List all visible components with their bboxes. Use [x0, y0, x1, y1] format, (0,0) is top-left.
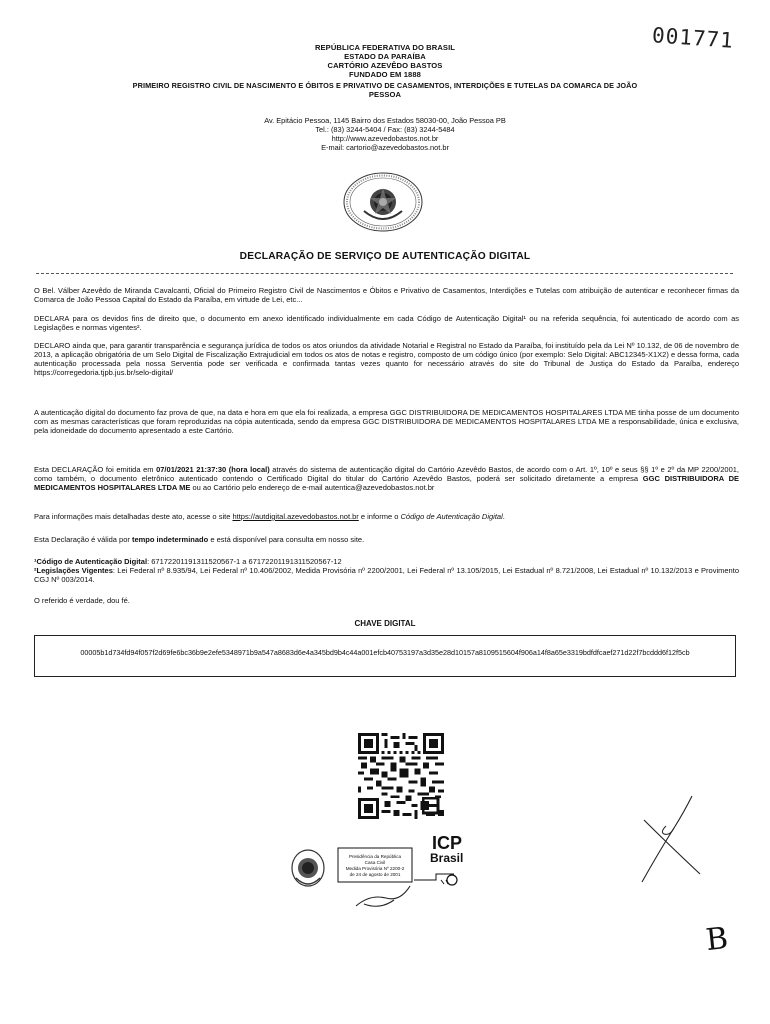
digital-key-value: 00005b1d734fd94f057f2d69fe6bc36b9e2efe5348971b9a547a8683d6e4a345bd9b4c44a001efcb40753197a3d35e28d10157a8109515604f906a14f8a65e3319bdfdfcaef271d22f7bcddd6f12f5cb — [80, 648, 690, 657]
coat-of-arms-seal — [342, 171, 424, 233]
validity-text-b: e está disponível para consulta em nosso site. — [208, 535, 365, 544]
digital-key-box — [34, 635, 736, 677]
paragraph-digital-seal: DECLARO ainda que, para garantir transparência e segurança jurídica de todos os atos oriundos da atividade Notarial e Registral no Estado da Paraíba, foi instituído pela da Lei Nº 10.132, de 06 de novembro de 2013, a aplicação obrigatória de um Selo Digital de Fiscalização Extrajudicial em todos os atos de notas e registro, composto de um código único (por exemplo: Selo Digital: ABC12345-X1X2) e dessa forma, cada autenticação processada pela nossa Serventia pode ser verificada e confirmada tantas vezes quanto for necessário através do site do Tribunal de Justiça do Estado da Paraíba, endereço https://corregedoria.tjpb.jus.br/selo-digital/ — [34, 341, 739, 377]
handwritten-signature-large — [630, 790, 710, 890]
document-title: DECLARAÇÃO DE SERVIÇO DE AUTENTICAÇÃO DIGITAL — [239, 251, 531, 262]
more-info-text-b: e informe o — [358, 512, 401, 521]
verification-site-link[interactable]: https://autdigital.azevedobastos.not.br — [232, 512, 359, 521]
address-website: http://www.azevedobastos.not.br — [331, 134, 439, 143]
page-mark: B — [704, 920, 730, 959]
footnote2-text: : Lei Federal nº 8.935/94, Lei Federal nº 10.406/2002, Medida Provisória nº 2200/2001, Lei Federal nº 13.105/2015, Lei Estadual nº 8.721/2008, Lei Estadual nº 10.132/2013 e Provimento CGJ Nº 003/2014. — [34, 566, 739, 584]
icp-text-date: de 24 de agosto de 2001 — [349, 872, 401, 877]
paragraph-validity — [34, 536, 739, 545]
header-founded: FUNDADO EM 1888 — [349, 70, 421, 79]
issuance-datetime: 07/01/2021 21:37:30 (hora local) — [156, 465, 270, 474]
footnote1-label: ¹Código de Autenticação Digital — [34, 557, 148, 566]
stamp-number: 001771 — [651, 23, 735, 53]
validity-text-a: Esta Declaração é válida por — [34, 535, 132, 544]
address-street: Av. Epitácio Pessoa, 1145 Bairro dos Estados 58030-00, João Pessoa PB — [264, 116, 506, 125]
icp-brasil-label: Brasil — [430, 851, 464, 865]
paragraph-declaration: DECLARA para os devidos fins de direito que, o documento em anexo identificado individualmente em cada Código de Autenticação Digital¹ ou na referida sequência, foi autenticado de acordo com as Legislações e normas vigentes². — [34, 314, 739, 332]
issuance-text-b: através do sistema de autenticação digital do Cartório Azevêdo Bastos, de acordo com o Art. 1º, 10º e seus §§ 1º e 2º da MP 2200/2001, como também, o documento eletrônico autenticado contendo o Certificado Digital do titular do Cartório Azevêdo Bastos, poderá ser solicitado diretamente a empresa — [34, 465, 740, 483]
more-info-italic: Código de Autenticação Digital — [400, 512, 503, 521]
issuance-text-a: Esta DECLARAÇÃO foi emitida em — [34, 465, 157, 474]
header-registry-office: CARTÓRIO AZEVÊDO BASTOS — [327, 61, 443, 70]
qr-code — [356, 733, 446, 819]
header-registry-description-cont: PESSOA — [368, 90, 402, 99]
header-registry-description: PRIMEIRO REGISTRO CIVIL DE NASCIMENTO E ÓBITOS E PRIVATIVO DE CASAMENTOS, INTERDIÇÕES E TUTELAS DA COMARCA DE JOÃO — [132, 81, 638, 90]
issuance-company: GGC DISTRIBUIDORA DE MEDICAMENTOS HOSPITALARES LTDA ME — [34, 473, 739, 492]
more-info-text-c: . — [502, 512, 505, 521]
paragraph-more-info — [34, 513, 739, 522]
paragraph-issuance — [34, 466, 739, 493]
paragraph-authentication-proof: A autenticação digital do documento faz prova de que, na data e hora em que ela foi realizada, a empresa GGC DISTRIBUIDORA DE MEDICAMENTOS HOSPITALARES LTDA ME tinha posse de um documento com as mesmas características que foram reproduzidas na cópia autenticada, sendo da empresa GGC DISTRIBUIDORA DE MEDICAMENTOS HOSPITALARES LTDA ME a responsabilidade, única e exclusiva, pela idoneidade do documento apresentado a este Cartório. — [34, 408, 739, 435]
more-info-text-a: Para informações mais detalhadas deste ato, acesse o site — [34, 512, 233, 521]
footnote1-text: : 67172201191311520567-1 a 67172201191311520567-12 — [147, 557, 342, 566]
handwritten-signature-small — [350, 876, 420, 916]
header-state: ESTADO DA PARAÍBA — [344, 52, 426, 61]
closing-statement: O referido é verdade, dou fé. — [34, 596, 130, 605]
icp-text-mp: Medida Provisória Nº 2200-2 — [345, 866, 405, 871]
icp-text-casa-civil: Casa Civil — [364, 860, 386, 865]
icp-text-presidency: Presidência da República — [348, 854, 402, 859]
issuance-text-c: ou ao Cartório pelo endereço de e-mail autentica@azevedobastos.not.br — [190, 482, 435, 492]
footnote2-label: ²Legislações Vigentes — [34, 566, 113, 575]
address-email: E-mail: cartorio@azevedobastos.not.br — [321, 143, 449, 152]
digital-key-title: CHAVE DIGITAL — [354, 619, 416, 628]
icp-brand-label: ICP — [432, 833, 463, 853]
title-divider — [36, 273, 733, 274]
paragraph-officer-intro: O Bel. Válber Azevêdo de Miranda Cavalcanti, Oficial do Primeiro Registro Civil de Nascimentos e Óbitos e Privativo de Casamentos, Interdições e Tutelas com atribuição de autenticar e reconhecer firmas da Comarca de João Pessoa Capital do Estado da Paraíba, em virtude de Lei, etc... — [34, 286, 739, 304]
validity-bold: tempo indeterminado — [131, 535, 209, 544]
header-republic: REPÚBLICA FEDERATIVA DO BRASIL — [314, 43, 456, 52]
footnote-legislation — [34, 567, 739, 585]
address-phone: Tel.: (83) 3244-5404 / Fax: (83) 3244-5484 — [315, 125, 455, 134]
